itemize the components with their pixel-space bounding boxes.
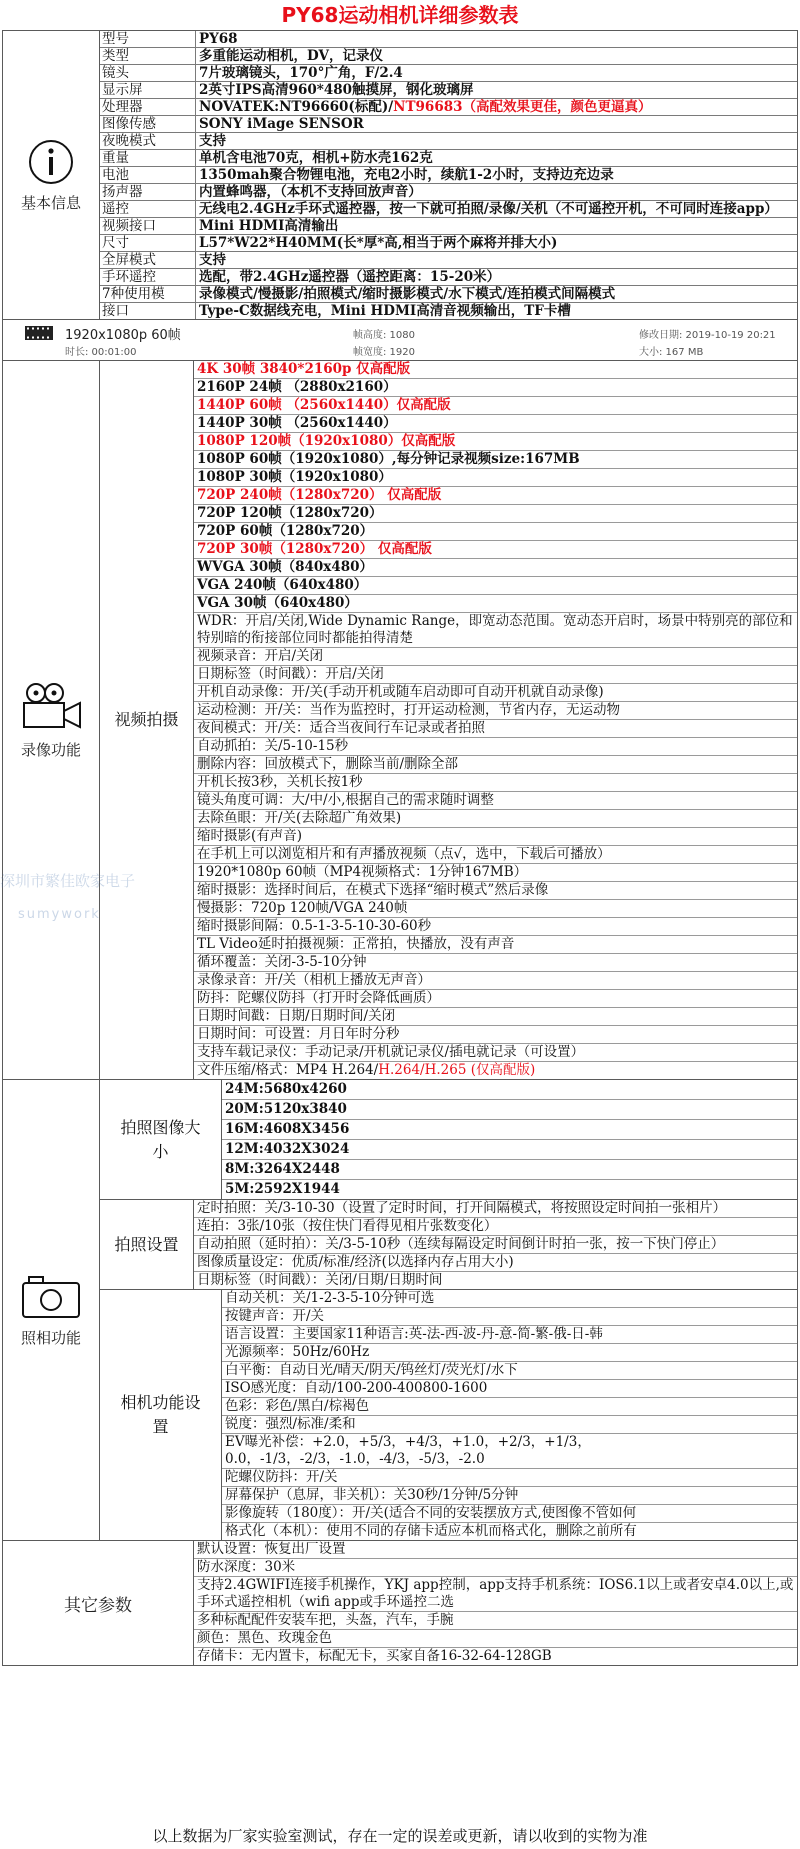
- spec-value-highlight: NT96683（高配效果更佳，颜色更逼真）: [393, 99, 652, 115]
- spec-value-text: PY68: [199, 31, 238, 47]
- video-spec-line: [194, 666, 797, 684]
- spec-value: [196, 65, 797, 81]
- video-spec-note: 仅高配版: [396, 397, 451, 413]
- video-shooting-lines: [194, 361, 797, 1079]
- photo-size-line: 8M:3264X2448: [222, 1160, 797, 1180]
- spec-key: 镜头: [100, 65, 196, 81]
- spec-value-text: 支持: [199, 133, 226, 149]
- video-spec-note: 仅高配版: [401, 433, 456, 449]
- video-spec-line: [194, 1026, 797, 1044]
- photo-setting-line: 定时拍照：关/3-10-30（设置了定时时间，打开间隔模式，将按照设定时间拍一张相片）: [194, 1200, 797, 1218]
- video-spec-line: [194, 397, 797, 415]
- spec-row: [100, 252, 797, 269]
- video-spec-text: 1920*1080p 60帧（MP4视频格式：1分钟167MB）: [197, 864, 528, 880]
- camera-settings-group: [100, 1290, 797, 1540]
- spec-value-text: 2英寸IPS高清960*480触摸屏，钢化玻璃屏: [199, 82, 474, 98]
- watermark-cn: 深圳市繁佳欧家电子: [0, 872, 136, 890]
- video-category: [3, 361, 100, 1079]
- photo-size-line: 16M:4608X3456: [222, 1120, 797, 1140]
- video-spec-text: 运动检测：开/关：当作为监控时，打开运动检测，节省内存，无运动物: [197, 702, 621, 718]
- video-spec-text: 720P 30帧（1280x720）: [197, 541, 374, 557]
- video-spec-text: 防抖：陀螺仪防抖（打开时会降低画质）: [197, 990, 440, 1006]
- video-spec-line: [194, 469, 797, 487]
- video-spec-text: 文件压缩/格式：MP4 H.264/: [197, 1062, 379, 1078]
- spec-value: [196, 184, 797, 200]
- video-spec-text: 录像录音：开/关（相机上播放无声音）: [197, 972, 432, 988]
- video-shooting-label: 视频拍摄: [100, 361, 194, 1079]
- spec-key: 图像传感: [100, 116, 196, 132]
- photo-camera-icon: [19, 1273, 83, 1321]
- spec-key: 遥控: [100, 201, 196, 217]
- spec-value-text: L57*W22*H40MM(长*厚*高,相当于两个麻将并排大小): [199, 235, 558, 251]
- video-spec-line: [194, 828, 797, 846]
- other-spec-line: 防水深度：30米: [194, 1559, 797, 1577]
- spec-value-text: 7片玻璃镜头，170°广角，F/2.4: [199, 65, 403, 81]
- spec-value: [196, 133, 797, 149]
- spec-value-text: Type-C数据线充电，Mini HDMI高清音视频输出，TF卡槽: [199, 303, 571, 319]
- watermark-en: sumywork: [18, 907, 101, 922]
- spec-key: 全屏模式: [100, 252, 196, 268]
- video-rest: [100, 361, 797, 1079]
- video-spec-line: [194, 702, 797, 720]
- spec-key: 电池: [100, 167, 196, 183]
- video-spec-line: [194, 756, 797, 774]
- basic-info-section: [3, 31, 797, 320]
- spec-key: 尺寸: [100, 235, 196, 251]
- video-spec-text: 删除内容：回放模式下，删除当前/删除全部: [197, 756, 459, 772]
- other-spec-line: 存储卡：无内置卡，标配无卡，买家自备16-32-64-128GB: [197, 1648, 552, 1664]
- spec-value-text: 无线电2.4GHz手环式遥控器，按一下就可拍照/录像/关机（不可遥控开机，不可同时连接app）: [199, 201, 778, 217]
- spec-value: [196, 99, 797, 115]
- spec-key: 显示屏: [100, 82, 196, 98]
- spec-key: 7种使用模: [100, 286, 196, 302]
- photo-setting-line: 自动拍照（延时拍）：关/3-5-10秒（连续每隔设定时间倒计时拍一张，按一下快门停止）: [194, 1236, 797, 1254]
- spec-value-text: NOVATEK:NT96660(标配)/: [199, 99, 394, 115]
- video-spec-text: 视频录音：开启/关闭: [197, 648, 324, 664]
- spec-value-text: 单机含电池70克，相机+防水壳162克: [199, 150, 433, 166]
- video-spec-text: 缩时摄影：选择时间后，在模式下选择“缩时模式”然后录像: [197, 882, 549, 898]
- other-label: 其它参数: [64, 1595, 132, 1616]
- video-spec-line: [194, 810, 797, 828]
- video-spec-line: [194, 523, 797, 541]
- video-spec-text: 1080P 120帧（1920x1080）: [197, 433, 402, 449]
- video-spec-note: 仅高配版: [382, 487, 442, 503]
- video-spec-line: [194, 559, 797, 577]
- video-spec-text: 在手机上可以浏览相片和有声播放视频（点√，选中，下载后可播放）: [197, 846, 611, 862]
- spec-row: [100, 201, 797, 218]
- other-section: [3, 1541, 797, 1665]
- spec-value: [196, 150, 797, 166]
- video-spec-note: H.264/H.265 (仅高配版): [378, 1062, 536, 1078]
- video-spec-line: [194, 900, 797, 918]
- basic-info-label: 基本信息: [20, 193, 81, 212]
- spec-value-text: 1350mah聚合物锂电池，充电2小时，续航1-2小时，支持边充边录: [199, 167, 614, 183]
- other-spec-line: 默认设置：恢复出厂设置: [194, 1541, 797, 1559]
- spec-key: 视频接口: [100, 218, 196, 234]
- video-spec-text: 去除鱼眼：开/关(去除超广角效果): [197, 810, 402, 826]
- camera-setting-line: 白平衡：自动日光/晴天/阴天/钨丝灯/荧光灯/水下: [222, 1362, 797, 1380]
- video-spec-line: [194, 990, 797, 1008]
- video-spec-line: [194, 738, 797, 756]
- video-spec-line: [194, 954, 797, 972]
- camera-setting-line: 影像旋转（180度）：开/关(适合不同的安装摆放方式,使图像不管如何: [222, 1505, 797, 1523]
- basic-info-rows: [100, 31, 797, 319]
- spec-key: 手环遥控: [100, 269, 196, 285]
- video-spec-line: [194, 379, 797, 397]
- video-spec-text: 1080P 60帧（1920x1080）,每分钟记录视频size:167MB: [197, 451, 580, 467]
- video-spec-text: WVGA 30帧（840x480）: [197, 559, 374, 575]
- photo-size-line: 12M:4032X3024: [222, 1140, 797, 1160]
- video-spec-line: [194, 684, 797, 702]
- video-spec-line: [194, 846, 797, 864]
- video-spec-line: [194, 648, 797, 666]
- spec-value: [196, 235, 797, 251]
- photo-size-label: 拍照图像大小: [100, 1080, 222, 1199]
- video-spec-line: [194, 918, 797, 936]
- other-spec-line: 多种标配配件安装车把，头盔，汽车，手腕: [194, 1612, 797, 1630]
- spec-value: [196, 269, 797, 285]
- video-spec-line: [194, 595, 797, 613]
- camera-setting-line: 锐度：强烈/标准/柔和: [222, 1416, 797, 1434]
- video-spec-line: [194, 864, 797, 882]
- video-spec-line: [194, 361, 797, 379]
- spec-value-text: Mini HDMI高清输出: [199, 218, 339, 234]
- video-spec-text: VGA 30帧（640x480）: [197, 595, 358, 611]
- basic-info-category: [3, 31, 100, 319]
- video-spec-line: [194, 1044, 797, 1062]
- video-spec-line: [194, 792, 797, 810]
- info-icon: [27, 138, 75, 186]
- spec-value-text: SONY iMage SENSOR: [199, 116, 364, 132]
- spec-key: 型号: [100, 31, 196, 47]
- photo-size-line: 24M:5680x4260: [222, 1080, 797, 1100]
- video-spec-text: 夜间模式：开/关：适合当夜间行车记录或者拍照: [197, 720, 486, 736]
- photo-settings-label: 拍照设置: [100, 1200, 194, 1289]
- video-spec-line: [194, 487, 797, 505]
- spec-value-text: 选配，带2.4GHz遥控器（遥控距离：15-20米）: [199, 269, 501, 285]
- video-section: [3, 361, 797, 1080]
- video-spec-line: [194, 415, 797, 433]
- camera-setting-line: 格式化（本机）：使用不同的存储卡适应本机而格式化，删除之前所有: [225, 1523, 637, 1539]
- video-spec-line: [194, 541, 797, 559]
- spec-value: [196, 116, 797, 132]
- video-spec-text: 开机长按3秒，关机长按1秒: [197, 774, 363, 790]
- video-spec-text: 1440P 30帧 （2560x1440）: [197, 415, 397, 431]
- spec-row: [100, 99, 797, 116]
- video-spec-line: [194, 972, 797, 990]
- video-spec-note: 仅高配版: [373, 541, 432, 557]
- spec-row: [100, 184, 797, 201]
- file-frame-width: 帧宽度: 1920: [353, 347, 415, 358]
- camera-setting-line: 自动关机：关/1-2-3-5-10分钟可选: [222, 1290, 797, 1308]
- spec-value: [196, 201, 797, 217]
- photo-label: 照相功能: [20, 1328, 81, 1347]
- camera-setting-line: 按键声音：开/关: [222, 1308, 797, 1326]
- spec-row: [100, 303, 797, 319]
- video-spec-text: VGA 240帧（640x480）: [197, 577, 368, 593]
- photo-category: [3, 1080, 100, 1540]
- camera-settings-label: 相机功能设置: [100, 1290, 222, 1540]
- camera-setting-line: EV曝光补偿：+2.0，+5/3，+4/3，+1.0，+2/3，+1/3，0.0，-1/3，-2/3，-1.0，-4/3，-5/3，-2.0: [222, 1434, 797, 1469]
- spec-key: 接口: [100, 303, 196, 319]
- video-spec-line: [194, 613, 797, 648]
- video-spec-line: [194, 936, 797, 954]
- video-label: 录像功能: [20, 740, 81, 759]
- video-spec-text: 循环覆盖：关闭-3-5-10分钟: [197, 954, 367, 970]
- spec-value-text: 支持: [199, 252, 226, 268]
- spec-key: 处理器: [100, 99, 196, 115]
- spec-row: [100, 82, 797, 99]
- photo-setting-line: 日期标签（时间戳）：关闭/日期/日期时间: [197, 1272, 443, 1288]
- spec-key: 扬声器: [100, 184, 196, 200]
- spec-key: 类型: [100, 48, 196, 64]
- file-frame-height: 帧高度: 1080: [353, 330, 415, 341]
- camera-settings-lines: [222, 1290, 797, 1540]
- film-icon: [25, 326, 53, 340]
- video-spec-text: 720P 240帧（1280x720）: [197, 487, 383, 503]
- photo-size-group: [100, 1080, 797, 1200]
- spec-row: [100, 65, 797, 82]
- photo-section: [3, 1080, 797, 1541]
- file-info-strip: [3, 320, 797, 361]
- video-spec-text: 日期标签（时间戳）：开启/关闭: [197, 666, 384, 682]
- video-spec-line: [194, 882, 797, 900]
- video-spec-text: 2160P 24帧 （2880x2160）: [197, 379, 397, 395]
- spec-value-text: 录像模式/慢摄影/拍照模式/缩时摄影模式/水下模式/连拍模式间隔模式: [199, 286, 616, 302]
- video-spec-text: TL Video延时拍摄视频：正常拍，快播放，没有声音: [197, 936, 515, 952]
- other-category: [3, 1541, 194, 1665]
- camera-setting-line: ISO感光度：自动/100-200-400800-1600: [222, 1380, 797, 1398]
- spec-value: [196, 303, 797, 319]
- footer-note: 以上数据为厂家实验室测试，存在一定的误差或更新，请以收到的实物为准: [152, 1827, 648, 1845]
- other-lines: [194, 1541, 797, 1665]
- file-size: 大小: 167 MB: [639, 347, 704, 358]
- spec-value: [196, 286, 797, 302]
- file-duration: 时长: 00:01:00: [65, 347, 137, 358]
- camera-setting-line: 屏幕保护（息屏，非关机）：关30秒/1分钟/5分钟: [222, 1487, 797, 1505]
- photo-size-lines: [222, 1080, 797, 1199]
- photo-setting-line: 图像质量设定：优质/标准/经济(以选择内存占用大小): [194, 1254, 797, 1272]
- video-spec-line: [194, 451, 797, 469]
- spec-value: [196, 252, 797, 268]
- video-spec-text: 镜头角度可调：大/中/小,根据自己的需求随时调整: [197, 792, 494, 808]
- camera-setting-line: 光源频率：50Hz/60Hz: [222, 1344, 797, 1362]
- photo-size-line: 5M:2592X1944: [225, 1181, 340, 1197]
- video-spec-text: 缩时摄影间隔：0.5-1-3-5-10-30-60秒: [197, 918, 432, 934]
- spec-row: [100, 167, 797, 184]
- video-spec-text: 720P 120帧（1280x720）: [197, 505, 383, 521]
- video-spec-text: 4K 30帧 3840*2160p: [197, 361, 352, 377]
- spec-row: [100, 269, 797, 286]
- video-spec-text: 自动抓拍：关/5-10-15秒: [197, 738, 349, 754]
- photo-size-line: 20M:5120x3840: [222, 1100, 797, 1120]
- spec-key: 夜晚模式: [100, 133, 196, 149]
- photo-settings-group: [100, 1200, 797, 1290]
- spec-row: [100, 150, 797, 167]
- video-spec-text: 开机自动录像：开/关(手动开机或随车启动即可自动开机就自动录像): [197, 684, 604, 700]
- video-camera-icon: [16, 681, 86, 733]
- video-spec-line: [194, 720, 797, 738]
- video-spec-text: 缩时摄影(有声音): [197, 828, 303, 844]
- video-shooting-group: [100, 361, 797, 1079]
- photo-settings-lines: [194, 1200, 797, 1289]
- other-spec-line: 支持2.4GWIFI连接手机操作，YKJ app控制，app支持手机系统：IOS6.1以上或者安卓4.0以上,或手环式遥控相机（wifi app或手环遥控二选: [194, 1577, 797, 1612]
- video-spec-line: [194, 505, 797, 523]
- spec-value: [196, 31, 797, 47]
- spec-row: [100, 235, 797, 252]
- spec-table: [2, 30, 798, 1666]
- photo-setting-line: 连拍：3张/10张（按住快门看得见相片张数变化）: [194, 1218, 797, 1236]
- other-spec-line: 颜色：黑色、玫瑰金色: [194, 1630, 797, 1648]
- video-spec-text: 1440P 60帧 （2560x1440）: [197, 397, 397, 413]
- spec-value: [196, 167, 797, 183]
- spec-value-text: 多重能运动相机，DV，记录仪: [199, 48, 383, 64]
- file-modified-date: 修改日期: 2019-10-19 20:21: [639, 330, 776, 341]
- video-spec-line: [194, 433, 797, 451]
- camera-setting-line: 陀螺仪防抖：开/关: [222, 1469, 797, 1487]
- video-spec-text: 720P 60帧（1280x720）: [197, 523, 374, 539]
- video-spec-note: 仅高配版: [351, 361, 411, 377]
- spec-value: [196, 82, 797, 98]
- video-spec-text: WDR：开启/关闭,Wide Dynamic Range，即宽动态范围。宽动态开启时，场景中特别亮的部位和特别暗的衔接部位同时都能拍得清楚: [197, 613, 793, 646]
- spec-key: 重量: [100, 150, 196, 166]
- camera-setting-line: 语言设置：主要国家11种语言:英-法-西-波-丹-意-简-繁-俄-日-韩: [222, 1326, 797, 1344]
- video-spec-text: 日期时间：可设置：月日年时分秒: [197, 1026, 400, 1042]
- video-spec-line: [194, 774, 797, 792]
- video-spec-line: [194, 577, 797, 595]
- camera-setting-line: 色彩：彩色/黑白/棕褐色: [222, 1398, 797, 1416]
- spec-row: [100, 31, 797, 48]
- spec-value-text: 内置蜂鸣器，（本机不支持回放声音）: [199, 184, 422, 200]
- video-spec-text: 1080P 30帧（1920x1080）: [197, 469, 392, 485]
- video-spec-text: 慢摄影：720p 120帧/VGA 240帧: [197, 900, 408, 916]
- video-spec-text: 日期时间戳：日期/日期时间/关闭: [197, 1008, 396, 1024]
- spec-row: [100, 116, 797, 133]
- video-spec-line: [194, 1062, 797, 1079]
- spec-row: [100, 133, 797, 150]
- spec-value: [196, 48, 797, 64]
- spec-row: [100, 48, 797, 65]
- page-title: PY68运动相机详细参数表: [281, 3, 519, 27]
- spec-value: [196, 218, 797, 234]
- file-resolution: 1920x1080p 60帧: [65, 328, 181, 343]
- video-spec-text: 支持车载记录仪：手动记录/开机就记录仪/插电就记录（可设置）: [197, 1044, 585, 1060]
- video-spec-line: [194, 1008, 797, 1026]
- spec-row: [100, 218, 797, 235]
- spec-row: [100, 286, 797, 303]
- photo-rest: [100, 1080, 797, 1540]
